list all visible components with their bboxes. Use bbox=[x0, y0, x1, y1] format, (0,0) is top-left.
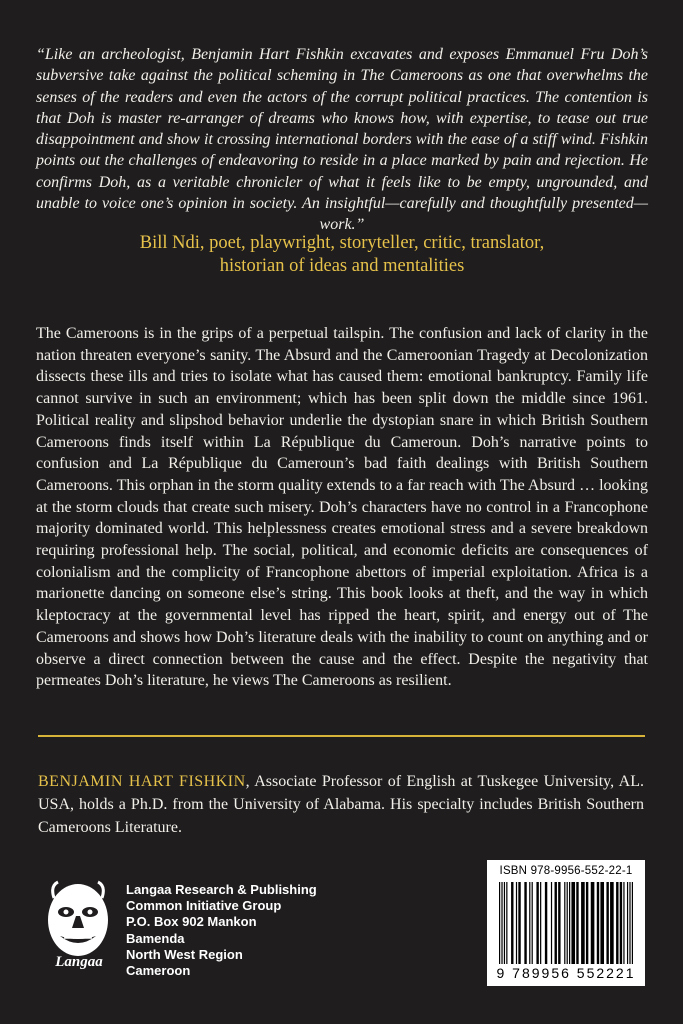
author-name: BENJAMIN HART FISHKIN bbox=[38, 773, 246, 790]
barcode-bar bbox=[627, 882, 628, 964]
publisher-line: Bamenda bbox=[126, 930, 185, 946]
langaa-logo-text: Langaa bbox=[55, 954, 103, 970]
barcode-bar bbox=[629, 882, 630, 964]
barcode-bar bbox=[558, 882, 560, 964]
barcode-bar bbox=[529, 882, 530, 964]
publisher-line: Common Initiative Group bbox=[126, 898, 282, 914]
publisher-info bbox=[126, 882, 386, 979]
barcode-bar bbox=[620, 882, 622, 964]
barcode-bar bbox=[600, 882, 604, 964]
barcode-bar bbox=[504, 882, 505, 964]
barcode-bar bbox=[499, 882, 500, 964]
isbn-barcode bbox=[487, 860, 645, 986]
author-bio bbox=[38, 770, 644, 839]
barcode-bar bbox=[567, 882, 568, 964]
barcode-bar bbox=[571, 882, 575, 964]
gold-divider bbox=[38, 735, 645, 737]
barcode-bar bbox=[623, 882, 624, 964]
publisher-line: North West Region bbox=[126, 946, 243, 962]
publisher-line: Cameroon bbox=[126, 963, 191, 979]
isbn-label: ISBN 978-9956-552-22-1 bbox=[499, 865, 633, 877]
barcode-bar bbox=[564, 882, 565, 964]
barcode-bar bbox=[610, 882, 614, 964]
publisher-line: P.O. Box 902 Mankon bbox=[126, 914, 257, 930]
barcode-bar bbox=[569, 882, 570, 964]
attribution-line-2: historian of ideas and mentalities bbox=[219, 256, 465, 276]
barcode-bar bbox=[516, 882, 517, 964]
publisher-line: Langaa Research & Publishing bbox=[126, 882, 317, 897]
barcode-bar bbox=[616, 882, 618, 964]
endorsement-quote: “Like an archeologist, Benjamin Hart Fishkin excavates and exposes Emmanuel Fru Doh’s subversive take against the political scheming in The Cameroons as one that overwhelms the senses of the readers and even the actors of the corrupt political practices. The contention is that Doh is master re-arranger of dreams who knows how, with expertise, to tease out true disappointment and show it crossing international borders with the ease of a stiff wind. Fishkin points out the challenges of endeavoring to reside in a place marked by pain and rejection. He confirms Doh, as a veritable chronicler of what it feels like to be empty, ungrounded, and unable to voice one’s opinion in society. An insightful—carefully and thoughtfully presented—work.” bbox=[36, 46, 648, 234]
barcode-bar bbox=[632, 882, 633, 964]
barcode-bar bbox=[540, 882, 541, 964]
barcode-digits: 9 789956 552221 bbox=[496, 965, 636, 981]
barcode-bar bbox=[606, 882, 608, 964]
endorsement-attribution bbox=[36, 232, 648, 278]
book-description: The Cameroons is in the grips of a perpetual tailspin. The confusion and lack of clarity in the nation threaten everyone’s sanity. The Absurd and the Cameroonian Tragedy at Decolonization dissects these ills and tries to isolate what has caused them: emotional bankruptcy. Family life cannot survive in such an environment; which has been split down the middle since 1961. Political reality and slipshod behavior underlie the dystopian snare in which British Southern Cameroons finds itself within La République du Cameroun. Doh’s narrative points to confusion and La République du Cameroun’s bad faith dealings with British Southern Cameroons. This orphan in the storm quality extends to a far reach with The Absurd … looking at the storm clouds that create such misery. Doh’s characters have no control in a Francophone majority dominated world. This helplessness creates emotional stress and a severe breakdown requiring professional help. The social, political, and economic deficits are consequences of colonialism and the complicity of Francophone abettors of imperial exploitation. Africa is a marionette dancing on someone else’s string. This book looks at theft, and the way in which kleptocracy at the governmental level has ripped the heart, spirit, and energy out of The Cameroons and shows how Doh’s literature deals with the inability to count on anything and or observe a direct connection between the cause and the effect. Despite the negativity that permeates Doh’s literature, he views The Cameroons as resilient. bbox=[36, 325, 648, 690]
barcode-bar bbox=[506, 882, 507, 964]
attribution-line-1: Bill Ndi, poet, playwright, storyteller, critic, translator, bbox=[139, 233, 545, 253]
barcode-bar bbox=[545, 882, 547, 964]
barcode-bar bbox=[586, 882, 588, 964]
barcode-bars bbox=[499, 882, 633, 964]
author-bio-text: , Associate Professor of English at Tuskegee University, AL. USA, holds a Ph.D. from the University of Alabama. His specialty includes British Southern Cameroons Literature. bbox=[38, 773, 645, 836]
barcode-bar bbox=[576, 882, 578, 964]
barcode-bar bbox=[536, 882, 538, 964]
barcode-bar bbox=[591, 882, 595, 964]
barcode-bar bbox=[511, 882, 513, 964]
barcode-bar bbox=[501, 882, 502, 964]
barcode-bar bbox=[597, 882, 599, 964]
barcode-bar bbox=[524, 882, 526, 964]
barcode-bar bbox=[555, 882, 557, 964]
barcode-bar bbox=[581, 882, 585, 964]
barcode-bar bbox=[551, 882, 552, 964]
barcode-bar bbox=[532, 882, 533, 964]
barcode-bar bbox=[518, 882, 520, 964]
